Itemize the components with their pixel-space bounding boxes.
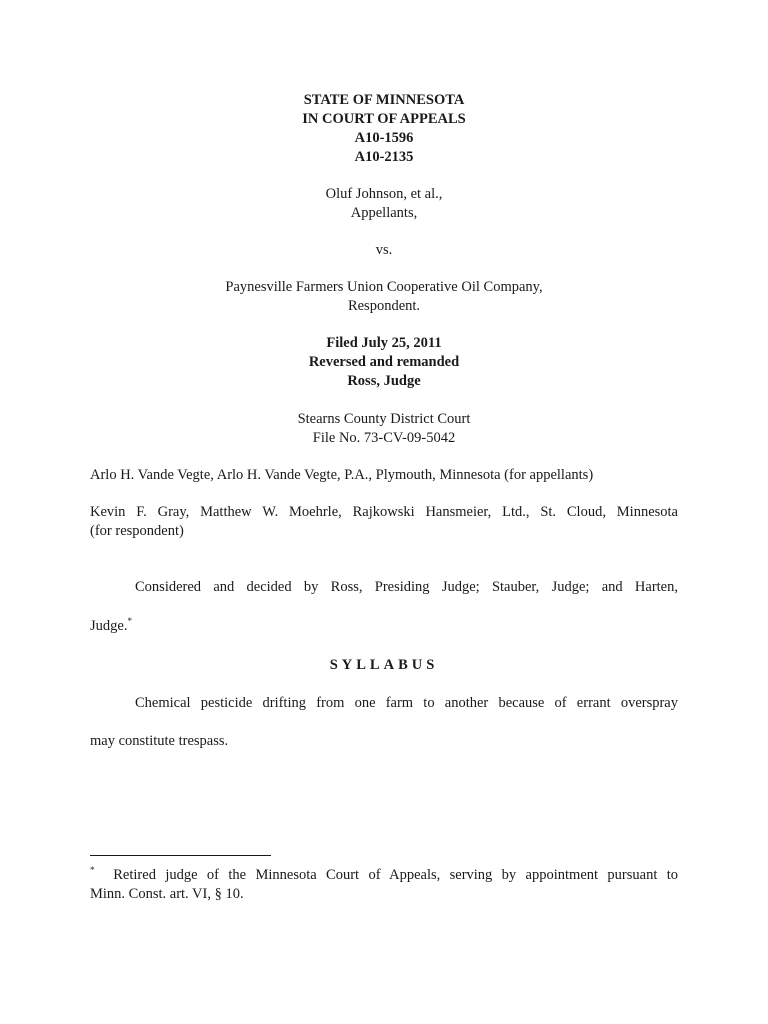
- versus: vs.: [375, 242, 393, 258]
- panel-line2-wrap: [90, 617, 678, 636]
- syllabus-line2-wrap: [90, 732, 678, 751]
- authoring-judge: Ross, Judge: [347, 373, 421, 389]
- panel-line2: [90, 617, 678, 636]
- footnote-reference: *: [127, 616, 132, 626]
- panel-line1: Considered and decided by Ross, Presiding Judge; Stauber, Judge; and Harten,: [135, 579, 678, 595]
- versus-block: [90, 241, 678, 260]
- appellant-role: Appellants,: [350, 205, 418, 221]
- court-name: IN COURT OF APPEALS: [302, 111, 466, 127]
- panel-judge-text: Judge.: [90, 618, 128, 634]
- appellant-name: Oluf Johnson, et al.,: [325, 186, 443, 202]
- syllabus-line2: may constitute trespass.: [90, 733, 229, 749]
- appellant-block: [90, 185, 678, 223]
- respondent-role: Respondent.: [347, 298, 421, 314]
- syllabus-heading: SYLLABUS: [329, 657, 439, 673]
- state-name: STATE OF MINNESOTA: [303, 92, 465, 108]
- respondent-counsel-line1: Kevin F. Gray, Matthew W. Moehrle, Rajkowski Hansmeier, Ltd., St. Cloud, Minnesota: [90, 504, 678, 520]
- decision-block: [90, 334, 678, 391]
- lower-court-block: [90, 410, 678, 448]
- syllabus-heading-wrap: [90, 656, 678, 675]
- footnote-line1: [90, 866, 678, 885]
- footnote-divider: [90, 855, 271, 856]
- respondent-block: [90, 278, 678, 316]
- respondent-name: Paynesville Farmers Union Cooperative Oil Company,: [225, 279, 543, 295]
- case-caption: [90, 91, 678, 167]
- footnote-marker: *: [90, 865, 95, 875]
- footnote: [90, 866, 678, 904]
- filed-date: Filed July 25, 2011: [326, 335, 442, 351]
- syllabus-line1: Chemical pesticide drifting from one farm to another because of errant overspray: [135, 695, 678, 711]
- appellant-counsel: [90, 466, 678, 485]
- syllabus-line1-wrap: [135, 694, 678, 713]
- case-number-1: A10-1596: [354, 130, 414, 146]
- footnote-line2: Minn. Const. art. VI, § 10.: [90, 886, 244, 902]
- district-court: Stearns County District Court: [297, 411, 471, 427]
- panel-line1-wrap: [135, 578, 678, 597]
- respondent-counsel: [90, 503, 678, 541]
- case-number-2: A10-2135: [354, 149, 414, 165]
- file-number: File No. 73-CV-09-5042: [312, 430, 456, 446]
- footnote-line1-text: Retired judge of the Minnesota Court of Appeals, serving by appointment pursuant to: [113, 867, 679, 883]
- disposition: Reversed and remanded: [308, 354, 460, 370]
- appellant-counsel-text: Arlo H. Vande Vegte, Arlo H. Vande Vegte, P.A., Plymouth, Minnesota (for appellants): [90, 467, 594, 483]
- respondent-counsel-line2: (for respondent): [90, 523, 184, 539]
